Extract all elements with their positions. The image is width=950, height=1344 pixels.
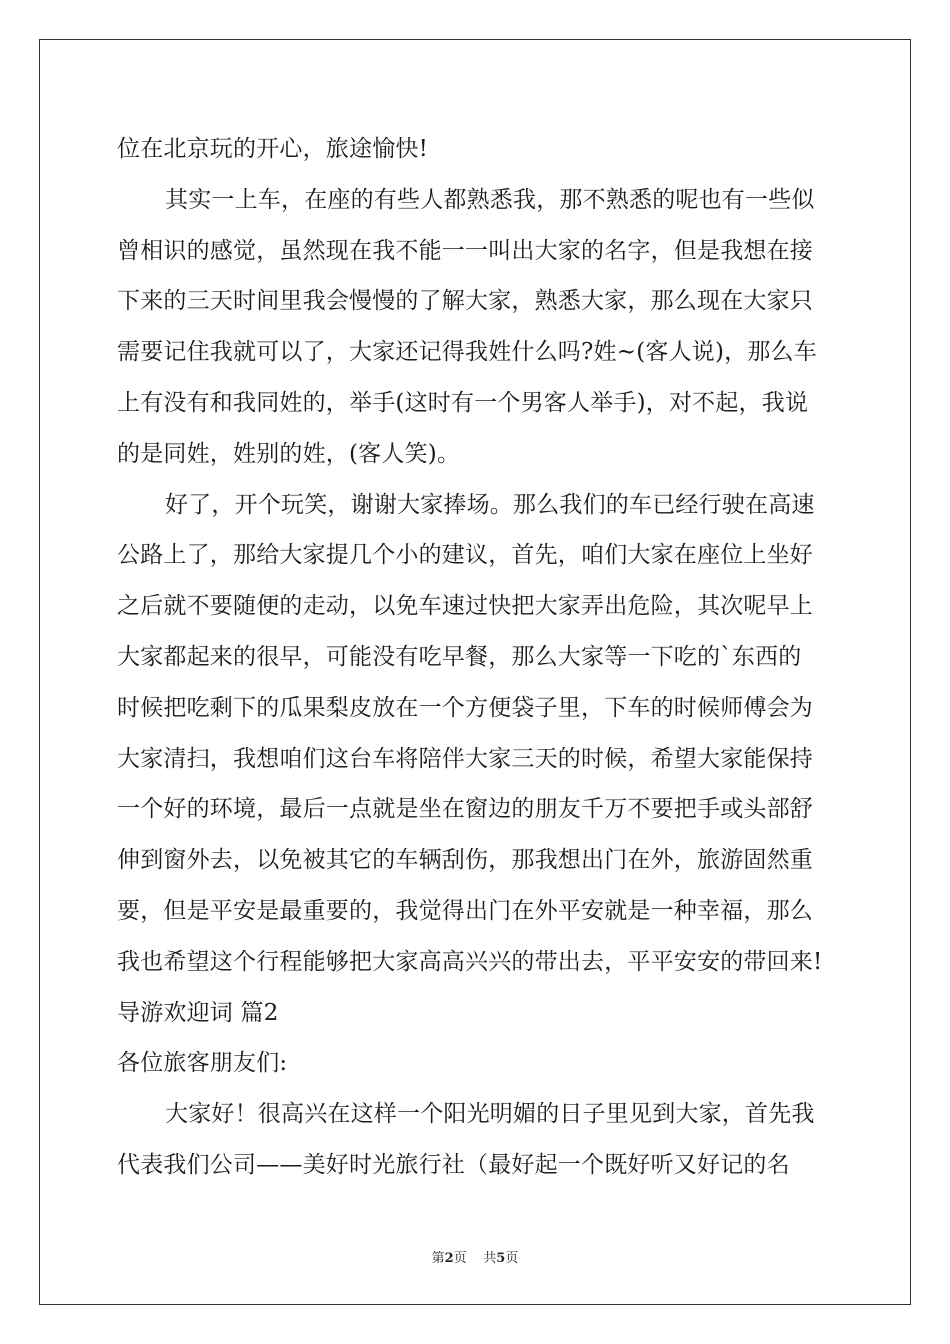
text-line: 大家清扫，我想咱们这台车将陪伴大家三天的时候，希望大家能保持 [117, 745, 813, 772]
total-prefix: 共 [483, 1251, 497, 1266]
total-pages: 5 [496, 1251, 506, 1266]
text-line: 伸到窗外去，以免被其它的车辆刮伤，那我想出门在外，旅游固然重 [117, 847, 813, 874]
text-line: 我也希望这个行程能够把大家高高兴兴的带出去，平平安安的带回来! [117, 948, 823, 975]
total-suffix: 页 [505, 1251, 519, 1266]
text-line: 代表我们公司——美好时光旅行社（最好起一个既好听又好记的名 [117, 1151, 790, 1178]
page-footer [0, 1247, 950, 1266]
salutation-line: 各位旅客朋友们: [117, 1050, 288, 1077]
text-line: 时候把吃剩下的瓜果梨皮放在一个方便袋子里，下车的时候师傅会为 [117, 694, 813, 721]
paragraph-start-line: 大家好！很高兴在这样一个阳光明媚的日子里见到大家，首先我 [165, 1101, 815, 1128]
text-line: 大家都起来的很早，可能没有吃早餐，那么大家等一下吃的`东西的 [117, 643, 802, 670]
paragraph-start-line: 好了，开个玩笑，谢谢大家捧场。那么我们的车已经行驶在高速 [165, 491, 815, 518]
page-prefix: 第 [431, 1251, 445, 1266]
page-number: 2 [444, 1251, 454, 1266]
text-line: 曾相识的感觉，虽然现在我不能一一叫出大家的名字，但是我想在接 [117, 237, 813, 264]
page-suffix: 页 [453, 1251, 467, 1266]
text-line: 之后就不要随便的走动，以免车速过快把大家弄出危险，其次呢早上 [117, 593, 813, 620]
text-line: 需要记住我就可以了，大家还记得我姓什么吗?姓~(客人说)，那么车 [117, 339, 817, 366]
text-line: 的是同姓，姓别的姓，(客人笑)。 [117, 440, 461, 467]
paragraph-start-line: 其实一上车，在座的有些人都熟悉我，那不熟悉的呢也有一些似 [165, 186, 815, 213]
text-line: 上有没有和我同姓的，举手(这时有一个男客人举手)，对不起，我说 [117, 389, 809, 416]
text-line: 公路上了，那给大家提几个小的建议，首先，咱们大家在座位上坐好 [117, 542, 813, 569]
text-line: 位在北京玩的开心，旅途愉快! [117, 136, 429, 162]
text-line: 一个好的环境，最后一点就是坐在窗边的朋友千万不要把手或头部舒 [117, 796, 813, 823]
text-line: 下来的三天时间里我会慢慢的了解大家，熟悉大家，那么现在大家只 [117, 288, 813, 315]
text-line: 要，但是平安是最重要的，我觉得出门在外平安就是一种幸福，那么 [117, 897, 813, 924]
document-body [117, 124, 837, 1191]
section-heading: 导游欢迎词 篇2 [117, 999, 279, 1026]
